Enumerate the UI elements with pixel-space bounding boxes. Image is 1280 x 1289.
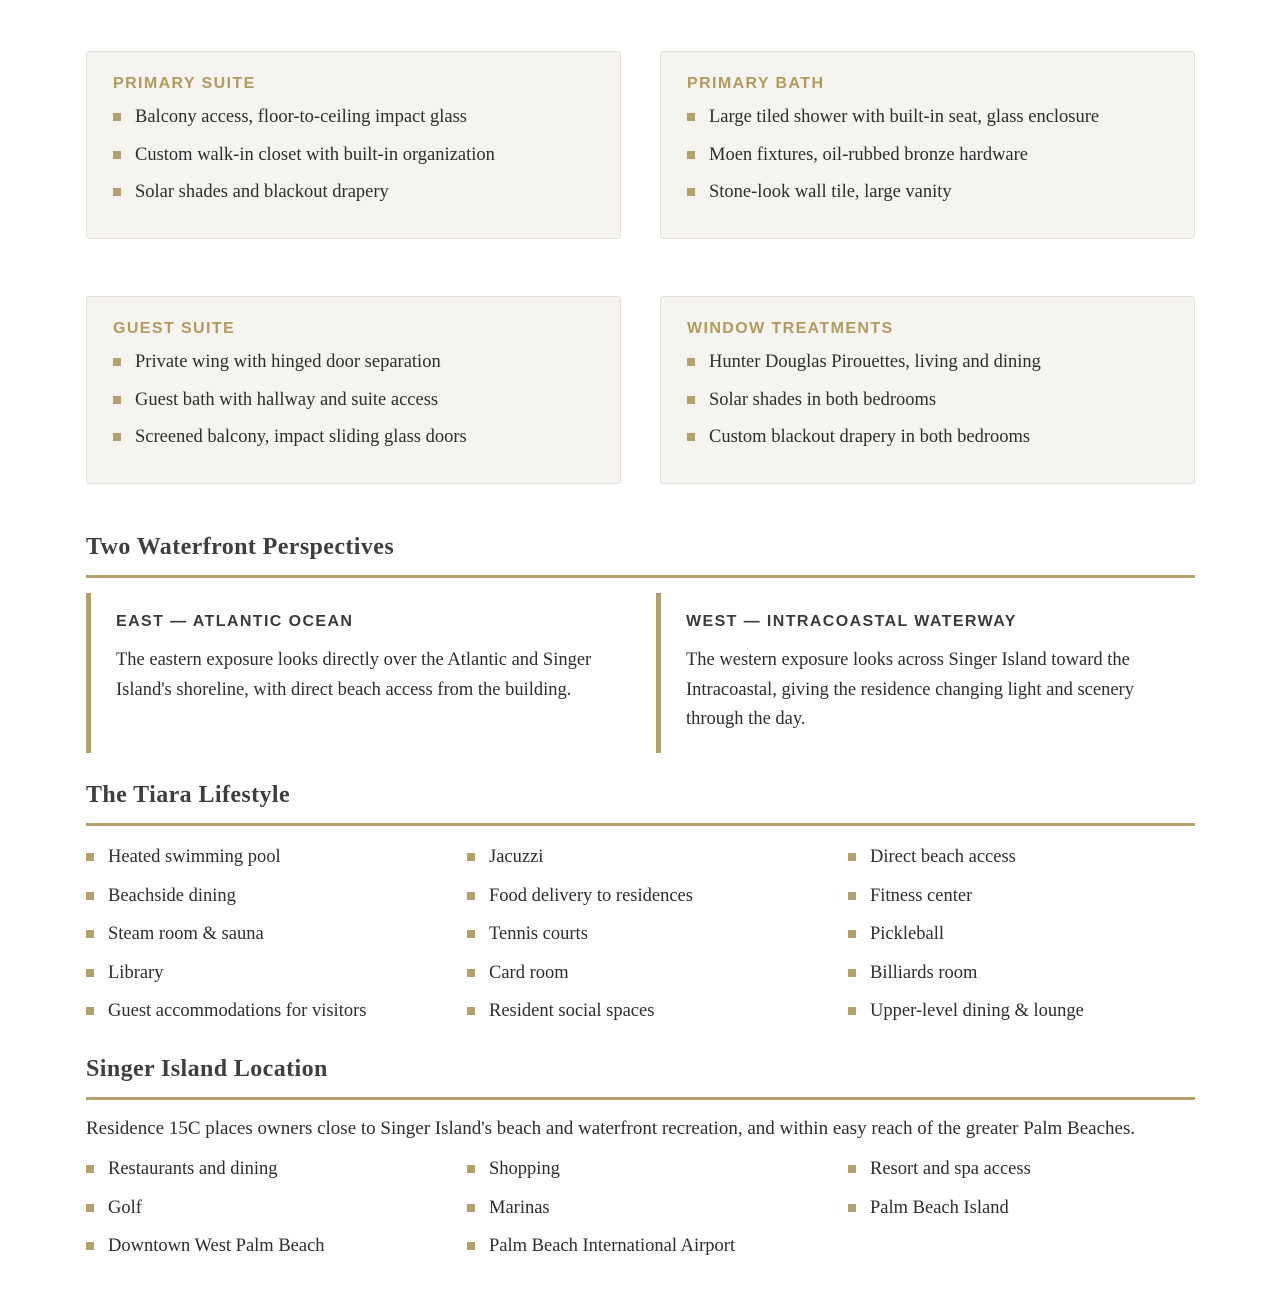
feature-cards-row-1 xyxy=(86,51,1195,239)
list-item: Screened balcony, impact sliding glass doors xyxy=(113,426,595,448)
list-item: Solar shades in both bedrooms xyxy=(687,389,1169,411)
location-grid xyxy=(86,1158,1195,1274)
card-list xyxy=(113,351,595,448)
card-guest-suite xyxy=(86,296,621,484)
section-title: Singer Island Location xyxy=(86,1055,1195,1100)
lifestyle-section xyxy=(86,781,1195,1039)
card-title: WINDOW TREATMENTS xyxy=(687,320,894,337)
list-item: Guest bath with hallway and suite access xyxy=(113,389,595,411)
list-item: Private wing with hinged door separation xyxy=(113,351,595,373)
location-column xyxy=(848,1158,1195,1274)
card-list xyxy=(687,351,1169,448)
list-item: Custom blackout drapery in both bedrooms xyxy=(687,426,1169,448)
card-primary-suite xyxy=(86,51,621,239)
list-item: Food delivery to residences xyxy=(467,885,848,907)
feature-cards-row-2 xyxy=(86,296,1195,484)
perspective-east xyxy=(86,593,656,753)
list-item: Steam room & sauna xyxy=(86,923,467,945)
list-item: Restaurants and dining xyxy=(86,1158,467,1180)
list-item: Stone-look wall tile, large vanity xyxy=(687,181,1169,203)
list-item: Jacuzzi xyxy=(467,846,848,868)
list-item: Pickleball xyxy=(848,923,1195,945)
perspective-text: The eastern exposure looks directly over the Atlantic and Singer Island's shoreline, with direct beach access from the building. xyxy=(116,650,592,700)
card-title: PRIMARY BATH xyxy=(687,75,825,92)
list-item: Billiards room xyxy=(848,962,1195,984)
list-item: Upper-level dining & lounge xyxy=(848,1000,1195,1022)
list-item: Beachside dining xyxy=(86,885,467,907)
amenities-column xyxy=(848,846,1195,1039)
card-list xyxy=(687,106,1169,203)
list-item: Shopping xyxy=(467,1158,848,1180)
section-title: The Tiara Lifestyle xyxy=(86,781,1195,826)
list-item: Guest accommodations for visitors xyxy=(86,1000,467,1022)
list-item: Moen fixtures, oil-rubbed bronze hardware xyxy=(687,144,1169,166)
card-window-treatments xyxy=(660,296,1195,484)
list-item: Fitness center xyxy=(848,885,1195,907)
card-title: GUEST SUITE xyxy=(113,320,236,337)
location-column xyxy=(86,1158,467,1274)
location-column xyxy=(467,1158,848,1274)
list-item: Balcony access, floor-to-ceiling impact glass xyxy=(113,106,595,128)
amenities-column xyxy=(467,846,848,1039)
list-item: Hunter Douglas Pirouettes, living and dining xyxy=(687,351,1169,373)
amenities-column xyxy=(86,846,467,1039)
list-item: Marinas xyxy=(467,1197,848,1219)
list-item: Palm Beach Island xyxy=(848,1197,1195,1219)
perspectives-section xyxy=(86,533,1195,753)
list-item: Heated swimming pool xyxy=(86,846,467,868)
list-item: Direct beach access xyxy=(848,846,1195,868)
amenities-grid xyxy=(86,846,1195,1039)
list-item: Tennis courts xyxy=(467,923,848,945)
perspectives-grid xyxy=(86,593,1195,753)
card-list xyxy=(113,106,595,203)
location-intro: Residence 15C places owners close to Singer Island's beach and waterfront recreation, and within easy reach of the greater Palm Beaches. xyxy=(86,1118,1136,1139)
location-section xyxy=(86,1055,1195,1274)
perspective-text: The western exposure looks across Singer Island toward the Intracoastal, giving the residence changing light and scenery through the day. xyxy=(686,650,1134,729)
list-item: Custom walk-in closet with built-in organization xyxy=(113,144,595,166)
list-item: Golf xyxy=(86,1197,467,1219)
list-item: Solar shades and blackout drapery xyxy=(113,181,595,203)
list-item: Resident social spaces xyxy=(467,1000,848,1022)
perspective-west xyxy=(656,593,1195,753)
list-item: Resort and spa access xyxy=(848,1158,1195,1180)
section-title: Two Waterfront Perspectives xyxy=(86,533,1195,578)
list-item: Palm Beach International Airport xyxy=(467,1235,848,1257)
card-primary-bath xyxy=(660,51,1195,239)
list-item: Library xyxy=(86,962,467,984)
list-item: Large tiled shower with built-in seat, glass enclosure xyxy=(687,106,1169,128)
card-title: PRIMARY SUITE xyxy=(113,75,256,92)
perspective-title: WEST — INTRACOASTAL WATERWAY xyxy=(686,613,1017,630)
perspective-title: EAST — ATLANTIC OCEAN xyxy=(116,613,354,630)
list-item: Downtown West Palm Beach xyxy=(86,1235,467,1257)
list-item: Card room xyxy=(467,962,848,984)
